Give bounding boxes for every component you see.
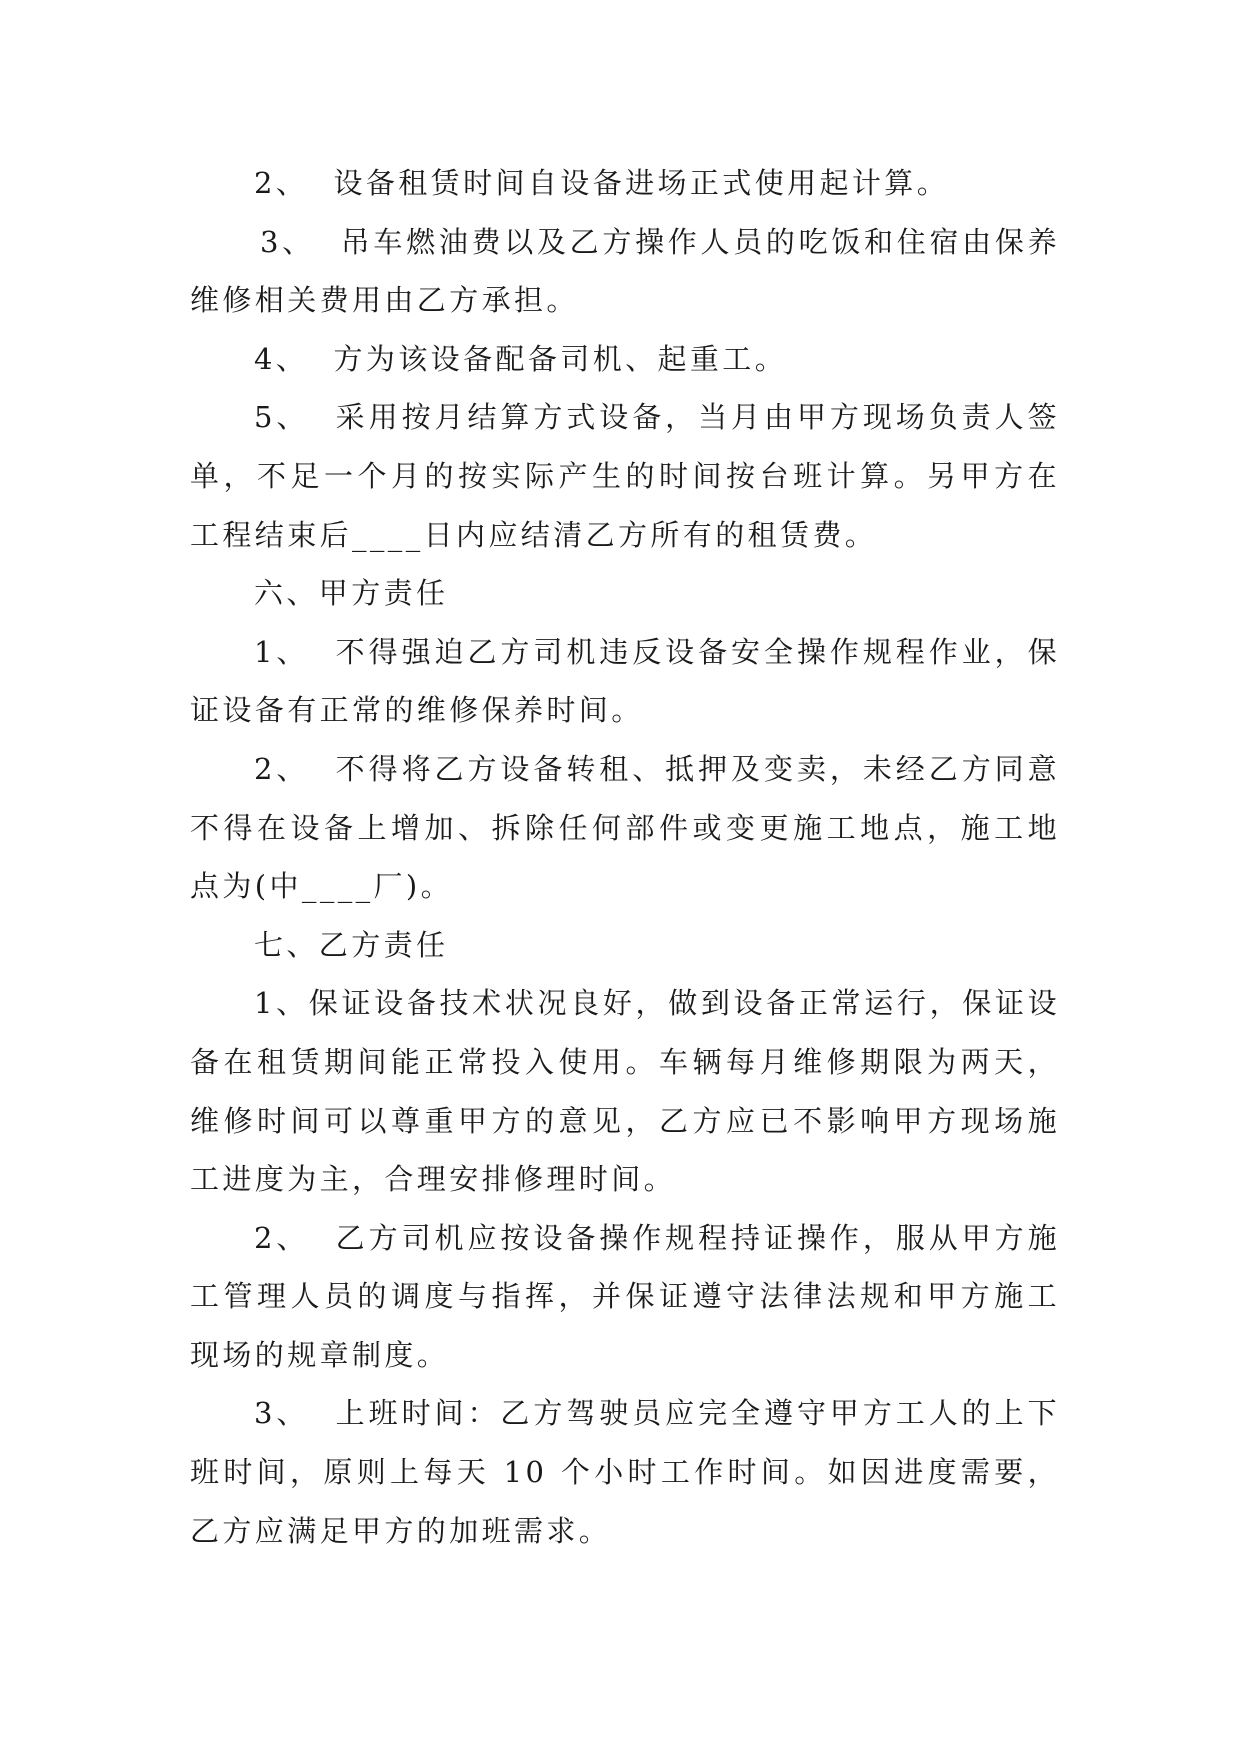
section-heading-party-a: 六、甲方责任 <box>254 576 449 611</box>
clause-fuel-costs: 3、 吊车燃油费以及乙方操作人员的吃饭和住宿由保养维修相关费用由乙方承担。 <box>190 224 1060 318</box>
clause-party-a-1: 1、 不得强迫乙方司机违反设备安全操作规程作业，保证设备有正常的维修保养时间。 <box>190 634 1060 728</box>
section-heading-party-b: 七、乙方责任 <box>254 927 449 962</box>
clause-settlement: 5、 采用按月结算方式设备，当月由甲方现场负责人签单，不足一个月的按实际产生的时间按台班计算。另甲方在工程结束后____日内应结清乙方所有的租赁费。 <box>190 400 1060 552</box>
document-body <box>190 154 1060 1560</box>
clause-rental-period: 2、 设备租赁时间自设备进场正式使用起计算。 <box>254 166 950 200</box>
clause-party-a-2: 2、 不得将乙方设备转租、抵押及变卖，未经乙方同意不得在设备上增加、拆除任何部件或变更施工地点，施工地点为(中____厂)。 <box>190 751 1060 904</box>
clause-party-b-2: 2、 乙方司机应按设备操作规程持证操作，服从甲方施工管理人员的调度与指挥，并保证遵守法律法规和甲方施工现场的规章制度。 <box>190 1220 1060 1372</box>
clause-party-b-1: 1、保证设备技术状况良好，做到设备正常运行，保证设备在租赁期间能正常投入使用。车辆每月维修期限为两天，维修时间可以尊重甲方的意见，乙方应已不影响甲方现场施工进度为主，合理安排修理时间。 <box>190 986 1060 1197</box>
clause-staffing: 4、 方为该设备配备司机、起重工。 <box>254 341 788 376</box>
clause-party-b-3: 3、 上班时间：乙方驾驶员应完全遵守甲方工人的上下班时间，原则上每天 10 个小时工作时间。如因进度需要，乙方应满足甲方的加班需求。 <box>190 1396 1060 1548</box>
